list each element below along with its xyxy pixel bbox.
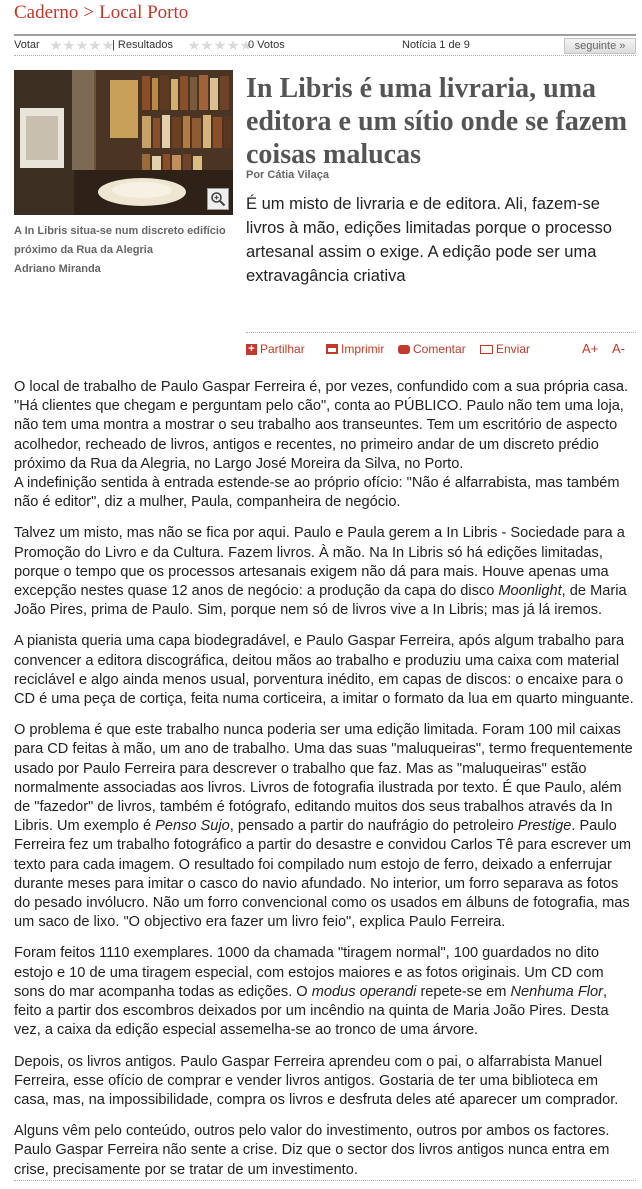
results-stars	[188, 40, 253, 51]
share-button[interactable]	[246, 342, 305, 356]
latin-term: modus operandi	[311, 983, 417, 1000]
star-icon[interactable]	[89, 40, 101, 51]
article-body	[14, 378, 636, 1187]
breadcrumb-separator: >	[83, 2, 95, 23]
star-icon	[201, 40, 213, 51]
magnifier-icon	[210, 191, 226, 207]
printer-icon	[326, 344, 338, 354]
news-counter: Notícia 1 de 9	[402, 39, 470, 51]
paragraph: Foram feitos 1110 exemplares. 1000 da chamada "tiragem normal", 100 guardados no dito estojo e 10 de uma tiragem especial, com estojos maiores e as fotos originais. Um CD com sons do mar acompanha todas as edições. O modus operandi repete-se em Nenhuma Flor, feito a partir dos escombros deixados por um incêndio na quinta de Maria João Pires. Desta vez, a caixa da edição especial assemelha-se ao tronco de uma árvore.	[14, 945, 609, 1039]
print-label: Imprimir	[341, 342, 385, 356]
font-increase-button[interactable]: A+	[582, 341, 599, 356]
breadcrumb	[14, 2, 188, 28]
paragraph: Depois, os livros antigos. Paulo Gaspar Ferreira aprendeu com o pai, o alfarrabista Manuel Ferreira, esse ofício de comprar e vender livros antigos. Gostaria de ter uma biblioteca em casa, mas, na impossibilidade, compra os livros e desfruta deles até aparecer um comprador.	[14, 1053, 619, 1108]
photo-caption-text: A In Libris situa-se num discreto edifício próximo da Rua da Alegria	[14, 225, 226, 256]
send-label: Enviar	[496, 342, 531, 356]
star-icon	[214, 40, 226, 51]
ship-name: Prestige	[517, 818, 572, 835]
paragraph: O local de trabalho de Paulo Gaspar Ferreira é, por vezes, confundido com a sua própria casa. "Há clientes que chegam e perguntam pelo cão", conta ao PÚBLICO. Paulo não tem uma loja, não tem uma montra a mostrar o seu trabalho aos transeuntes. Tem um escritório de aspecto acolhedor, recheado de livros, antigos e recentes, no primeiro andar de um discreto prédio próximo da Rua da Alegria, no Largo José Moreira da Silva, no Porto.	[14, 379, 629, 472]
star-icon	[188, 40, 200, 51]
plus-icon: +	[246, 344, 257, 355]
paragraph: Talvez um misto, mas não se fica por aqui. Paulo e Paula gerem a In Libris - Sociedade para a Promoção do Livro e da Cultura. Fazem livros. À mão. Na In Libris só há edições limitadas, porque o tempo que os processos artesanais exigem não dá para mais. Houve apenas uma excepção nestes quase 12 anos de negócio: a produção da capa do disco Moonlight, de Maria João Pires, prima de Paulo. Sim, porque nem só de livros vive a In Libris; mas já lá iremos.	[14, 525, 627, 619]
paragraph: O problema é que este trabalho nunca poderia ser uma edição limitada. Foram 100 mil caixas para CD feitas à mão, um ano de trabalho. Uma das suas "maluqueiras", termo frequentemente usado por Paulo Ferreira para descrever o trabalho que faz. Mas as "maluqueiras" estão normalmente associadas aos livros. Livros de fotografia ilustrada por texto. É que Paulo, além de "fazedor" de livros, também é fotógrafo, editando muitos dos seus trabalhos através da In Libris. Um exemplo é Penso Sujo, pensado a partir do naufrágio do petroleiro Prestige. Paulo Ferreira fez um trabalho fotográfico a partir do desastre e convidou Carlos Tê para escrever um texto para cada imagem. O resultado foi compilado num estojo de ferro, deixado a enferrujar durante meses para imitar o casco do navio afundado. No interior, um forro separava as fotos do pesado invólucro. Não um forro convencional como os usados em álbuns de fotografia, mas um saco de lixo. "O objectivo era fazer um livro feio", explica Paulo Ferreira.	[14, 722, 633, 931]
vote-label: Votar	[14, 39, 40, 51]
photo-credit: Adriano Miranda	[14, 263, 101, 275]
vote-bar	[14, 34, 636, 56]
votes-count: 0 Votos	[248, 39, 285, 51]
star-icon	[227, 40, 239, 51]
star-icon[interactable]	[63, 40, 75, 51]
share-label: Partilhar	[260, 342, 305, 356]
zoom-button[interactable]	[207, 188, 229, 210]
breadcrumb-section-link[interactable]: Caderno	[14, 2, 79, 23]
envelope-icon	[480, 345, 493, 354]
comment-label: Comentar	[413, 342, 466, 356]
font-decrease-button[interactable]: A-	[612, 341, 625, 356]
breadcrumb-page-link[interactable]: Local Porto	[99, 2, 189, 23]
book-title: Penso Sujo	[155, 818, 230, 835]
comment-icon	[398, 345, 410, 354]
next-article-button[interactable]: seguinte »	[564, 38, 636, 54]
album-title: Moonlight	[498, 583, 562, 600]
send-button[interactable]	[480, 342, 530, 356]
comment-button[interactable]	[398, 342, 466, 356]
article-end-divider	[14, 1180, 636, 1181]
article-title: In Libris é uma livraria, uma editora e um sítio onde se fazem coisas malucas	[246, 73, 628, 170]
article-tools	[246, 332, 636, 358]
results-label: | Resultados	[112, 39, 173, 51]
photo-caption	[14, 222, 236, 279]
paragraph: Alguns vêm pelo conteúdo, outros pelo valor do investimento, outros por ambos os factores. Paulo Gaspar Ferreira não sente a crise. Diz que o sector dos livros antigos nunca entra em crise, precisamente por se tratar de um investimento.	[14, 1123, 610, 1178]
paragraph: A indefinição sentida à entrada estende-se ao próprio ofício: "Não é alfarrabista, mas também não é editor", diz a mulher, Paula, companheira de negócio.	[14, 475, 620, 511]
book-title: Nenhuma Flor	[510, 983, 603, 1000]
print-button[interactable]	[326, 342, 384, 356]
article-lead: É um misto de livraria e de editora. Ali, fazem-se livros à mão, edições limitadas porque o processo artesanal assim o exige. A edição pode ser uma extravagância criativa	[246, 195, 612, 285]
bookshop-interior-image	[14, 70, 233, 215]
star-icon[interactable]	[50, 40, 62, 51]
paragraph: A pianista queria uma capa biodegradável, e Paulo Gaspar Ferreira, após algum trabalho para convencer a editora discográfica, deitou mãos ao trabalho e produziu uma caixa com material reciclável e algo ainda menos usual, porventura inédito, em capas de discos: o encaixe para o CD é uma peça de cortiça, feita numa corticeira, a imitar o formato da lua em quarto minguante.	[14, 633, 634, 708]
vote-stars[interactable]	[50, 40, 115, 51]
star-icon[interactable]	[76, 40, 88, 51]
article-author: Por Cátia Vilaça	[246, 169, 329, 181]
article-photo[interactable]	[14, 70, 233, 215]
